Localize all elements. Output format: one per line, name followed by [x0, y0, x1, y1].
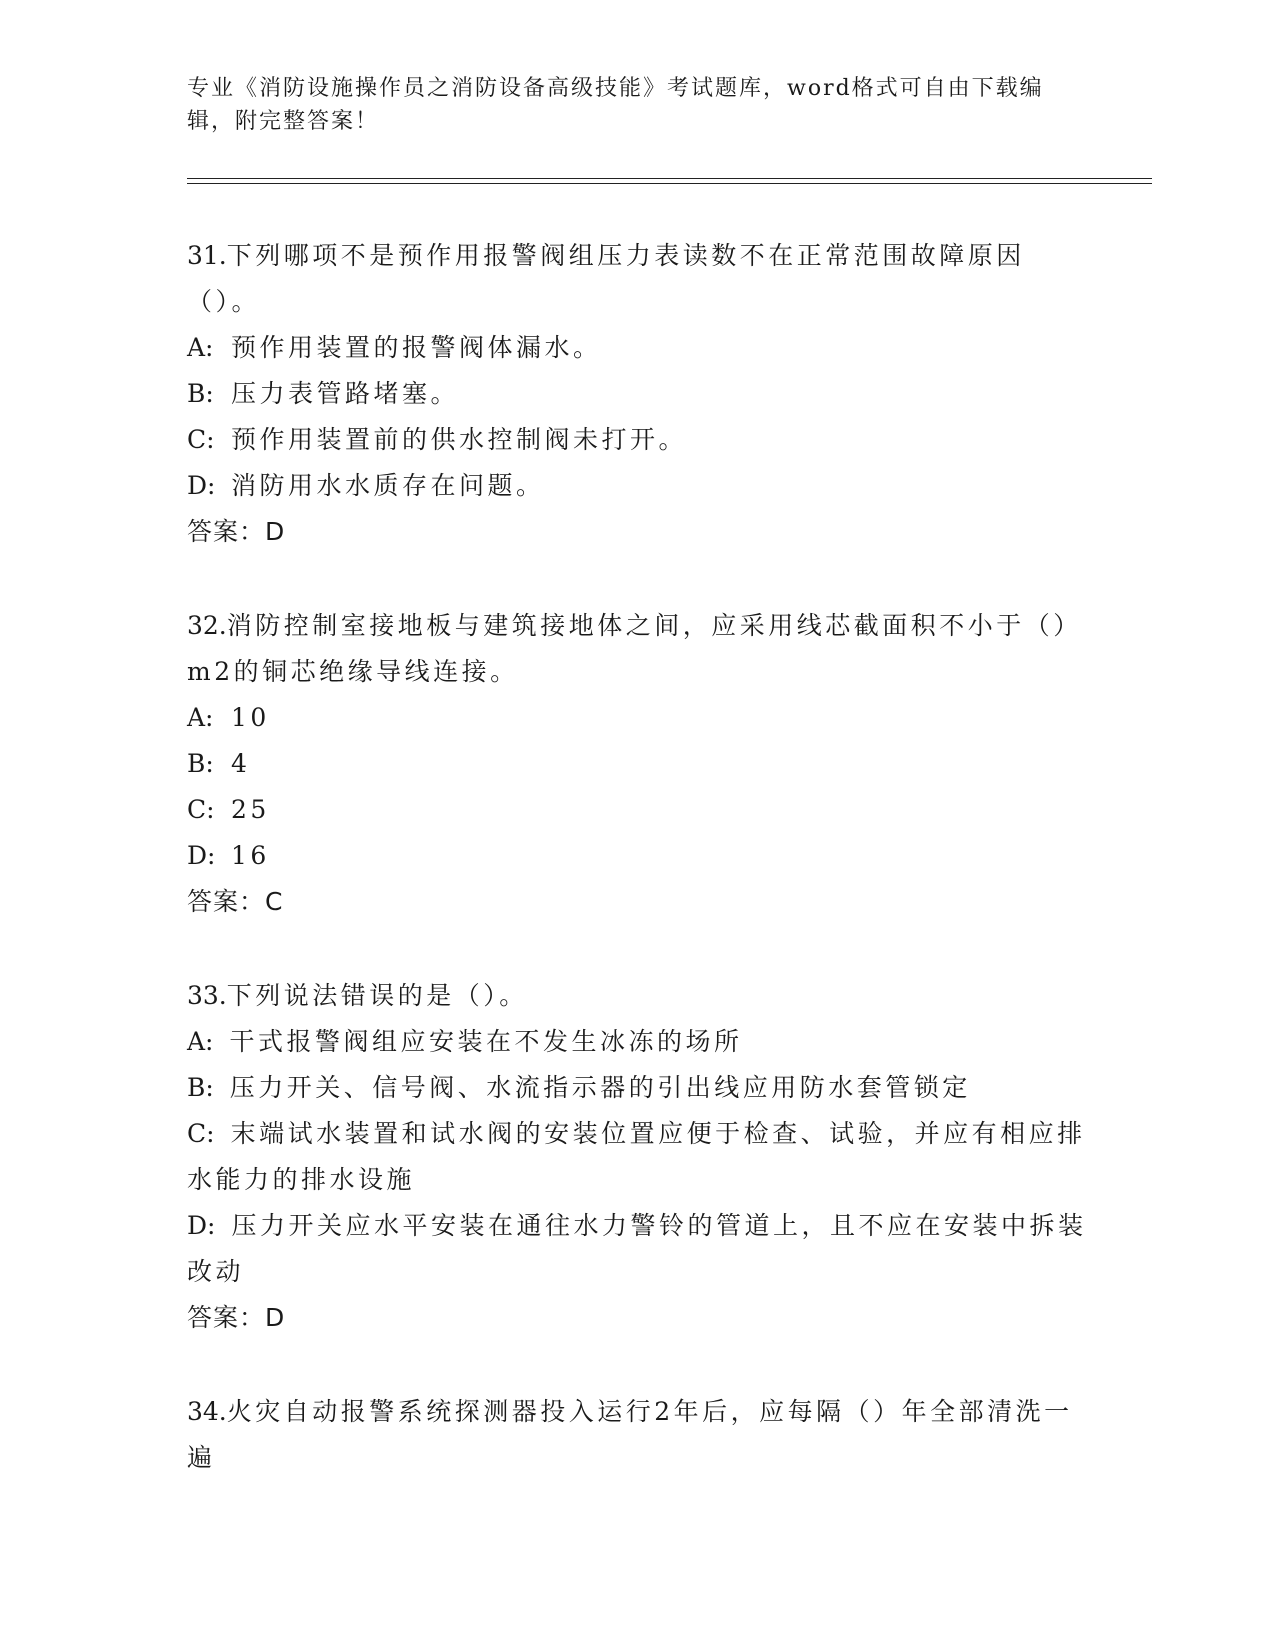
option-label: B: [187, 379, 214, 408]
option-c [187, 417, 1087, 463]
option-text: 末端试水装置和试水阀的安装位置应便于检查、试验，并应有相应排水能力的排水设施 [187, 1119, 1086, 1194]
option-text: 16 [231, 841, 270, 870]
header-divider-bottom [187, 183, 1152, 184]
question-number: 31. [187, 241, 227, 270]
question-text: 下列哪项不是预作用报警阀组压力表读数不在正常范围故障原因（）。 [187, 241, 1025, 316]
question-list [187, 233, 1087, 1529]
option-text: 预作用装置前的供水控制阀未打开。 [231, 425, 688, 454]
option-label: B: [187, 749, 214, 778]
option-d [187, 1203, 1087, 1295]
option-label: A: [187, 703, 214, 732]
question-stem [187, 973, 1087, 1019]
option-text: 压力开关、信号阀、水流指示器的引出线应用防水套管锁定 [229, 1073, 971, 1102]
option-label: C: [187, 425, 215, 454]
option-b [187, 1065, 1087, 1111]
question-stem [187, 603, 1087, 695]
option-a [187, 695, 1087, 741]
answer-line: 答案：D [187, 1303, 286, 1332]
option-text: 10 [231, 703, 270, 732]
option-d [187, 833, 1087, 879]
question-33 [187, 973, 1087, 1341]
option-label: A: [187, 333, 214, 362]
question-32 [187, 603, 1087, 925]
option-label: D: [187, 1211, 216, 1240]
option-d [187, 463, 1087, 509]
option-b [187, 741, 1087, 787]
option-label: D: [187, 841, 216, 870]
option-b [187, 371, 1087, 417]
option-a [187, 1019, 1087, 1065]
option-text: 消防用水水质存在问题。 [231, 471, 545, 500]
option-label: C: [187, 795, 215, 824]
document-intro: 专业《消防设施操作员之消防设备高级技能》考试题库，word格式可自由下载编辑，附完整答案！ [187, 76, 1044, 134]
answer-line: 答案：C [187, 887, 284, 916]
header-divider-top [187, 178, 1152, 179]
answer-line: 答案：D [187, 517, 286, 546]
option-text: 4 [231, 749, 251, 778]
option-label: B: [187, 1073, 214, 1102]
option-label: D: [187, 471, 216, 500]
option-text: 预作用装置的报警阀体漏水。 [231, 333, 602, 362]
question-text: 消防控制室接地板与建筑接地体之间，应采用线芯截面积不小于（）m2的铜芯绝缘导线连接。 [187, 611, 1082, 686]
question-34 [187, 1389, 1087, 1481]
question-number: 32. [187, 611, 227, 640]
question-text: 下列说法错误的是（）。 [226, 981, 528, 1010]
option-text: 干式报警阀组应安装在不发生冰冻的场所 [229, 1027, 743, 1056]
option-label: A: [187, 1027, 214, 1056]
option-c [187, 787, 1087, 833]
question-number: 33. [187, 981, 227, 1010]
question-number: 34. [187, 1397, 227, 1426]
question-text: 火灾自动报警系统探测器投入运行2年后，应每隔（）年全部清洗一遍 [187, 1397, 1073, 1472]
option-a [187, 325, 1087, 371]
option-text: 压力表管路堵塞。 [231, 379, 460, 408]
question-stem [187, 233, 1087, 325]
option-c [187, 1111, 1087, 1203]
question-stem [187, 1389, 1087, 1481]
option-label: C: [187, 1119, 215, 1148]
option-text: 压力开关应水平安装在通往水力警铃的管道上，且不应在安装中拆装改动 [187, 1211, 1087, 1286]
option-text: 25 [231, 795, 270, 824]
question-31 [187, 233, 1087, 555]
